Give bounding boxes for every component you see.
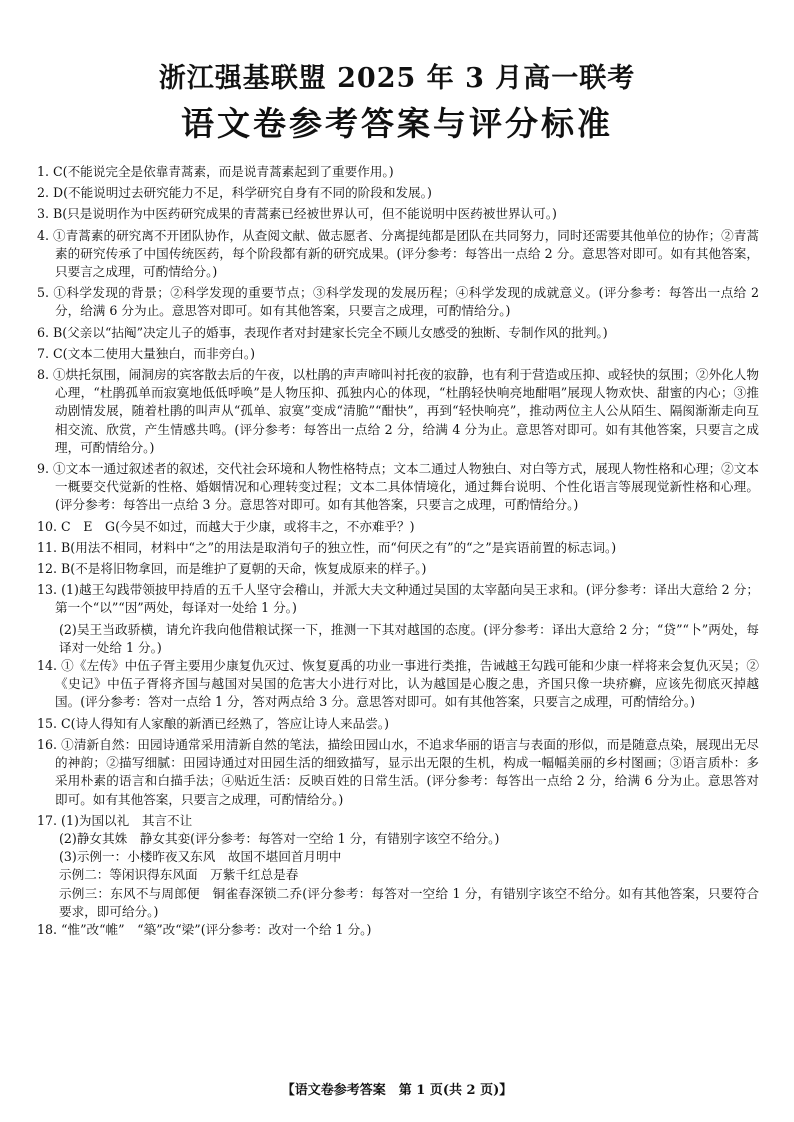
answer-item-18: 18. “惟”改“帷” “築”改“梁”(评分参考：改对一个给 1 分。)	[37, 921, 372, 937]
answer-item-16: 16. ①清新自然：田园诗通常采用清新自然的笔法，描绘田园山水，不追求华丽的语言与表面的形似，而是随意点染，展现出无尽的神韵；②描写细腻：田园诗通过对田园生活的细致描写，显示出无限的生机，构成一幅幅美丽的乡村图画；③语言质朴：多采用朴素的语言和白描手法；④贴近生活：反映百姓的日常生活。(评分参考：每答出一点给 2 分，给满 6 分为止。意思答对即可。如有其他答案，只要言之成理，可酌情给分。)	[37, 736, 759, 807]
answer-item-3: 3. B(只是说明作为中医药研究成果的青蒿素已经被世界认可，但不能说明中医药被世界认可。)	[37, 206, 557, 222]
answer-item-12: 12. B(不是将旧物拿回，而是维护了夏朝的天命，恢复成原来的样子。)	[37, 561, 427, 577]
answer-item-7: 7. C(文本二使用大量独白，而非旁白。)	[37, 345, 256, 361]
exam-title: 浙江强基联盟 2025 年 3 月高一联考	[158, 63, 636, 94]
answer-item-17-part3: (3)示例一：小楼昨夜又东风 故国不堪回首月明中	[59, 849, 342, 865]
answer-list	[37, 163, 759, 942]
answer-item-10: 10. C E G(今吴不如过，而越大于少康，或将丰之，不亦难乎？)	[37, 518, 415, 534]
answer-item-17-example2: 示例二：等闲识得东风面 万紫千红总是春	[59, 867, 299, 883]
document-subtitle: 语文卷参考答案与评分标准	[181, 104, 613, 143]
answer-item-13-part1: 13. (1)越王勾践带领披甲持盾的五千人坚守会稽山，并派大夫文种通过吴国的太宰嚭向吴王求和。(评分参考：译出大意给 2 分；第一个“以”“因”两处，每译对一处给 1 分。)	[37, 582, 759, 616]
answer-item-14: 14. ①《左传》中伍子胥主要用少康复仇灭过、恢复夏禹的功业一事进行类推，告诫越王勾践可能和少康一样将来会复仇灭吴；②《史记》中伍子胥将齐国与越国对吴国的危害大小进行对比，认为越国是心腹之患，齐国只像一块疥癣，应该先彻底灭掉越国。(评分参考：答对一点给 1 分，答对两点给 3 分。意思答对即可。如有其他答案，只要言之成理，可酌情给分。)	[37, 658, 759, 710]
page-footer: 【语文卷参考答案 第 1 页(共 2 页)】	[281, 1083, 513, 1098]
answer-item-17-example3: 示例三：东风不与周郎便 铜雀春深锁二乔(评分参考：每答对一空给 1 分，有错别字该空不给分。如有其他答案，只要符合要求，即可给分。)	[59, 885, 759, 919]
answer-item-17-part2: (2)静女其姝 静女其娈(评分参考：每答对一空给 1 分，有错别字该空不给分。)	[59, 830, 500, 846]
answer-item-5: 5. ①科学发现的背景；②科学发现的重要节点；③科学发现的发展历程；④科学发现的成就意义。(评分参考：每答出一点给 2 分，给满 6 分为止。意思答对即可。如有其他答案，只要言之成理，可酌情给分。)	[37, 285, 759, 319]
answer-item-1: 1. C(不能说完全是依靠青蒿素，而是说青蒿素起到了重要作用。)	[37, 164, 394, 179]
answer-item-2: 2. D(不能说明过去研究能力不足，科学研究自身有不同的阶段和发展。)	[37, 185, 432, 201]
answer-item-8: 8. ①烘托氛围，闹洞房的宾客散去后的午夜，以杜鹃的声声啼叫衬托夜的寂静，也有利于营造或压抑、或轻快的氛围；②外化人物心理，“杜鹃孤单而寂寞地低低呼唤”是人物压抑、孤独内心的体现，“杜鹃轻快响亮地酣唱”展现人物欢快、甜蜜的内心；③推动剧情发展，随着杜鹃的叫声从“孤单、寂寞”变成“清脆”“酣快”，再到“轻快响亮”，推动两位主人公从陌生、隔阂渐渐走向互相交流、欣赏，产生情感共鸣。(评分参考：每答出一点给 2 分，给满 4 分为止。意思答对即可。如有其他答案，只要言之成理，可酌情给分。)	[37, 367, 759, 455]
answer-item-9: 9. ①文本一通过叙述者的叙述，交代社会环境和人物性格特点；文本二通过人物独白、对白等方式，展现人物性格和心理；②文本一概要交代觉新的性格、婚姻情况和心理转变过程；文本二具体情境化，通过舞台说明、个性化语言等展现觉新性格和心理。(评分参考：每答出一点给 3 分。意思答对即可。如有其他答案，只要言之成理，可酌情给分。)	[37, 461, 759, 513]
answer-item-17-part1: 17. (1)为国以礼 其言不让	[37, 812, 193, 828]
answer-item-15: 15. C(诗人得知有人家酿的新酒已经熟了，答应让诗人来品尝。)	[37, 715, 390, 731]
answer-item-6: 6. B(父亲以“拈阄”决定儿子的婚事，表现作者对封建家长完全不顾儿女感受的独断、专制作风的批判。)	[37, 324, 608, 340]
answer-item-4: 4. ①青蒿素的研究离不开团队协作，从查阅文献、做志愿者、分离提纯都是团队在共同努力，同时还需要其他单位的协作；②青蒿素的研究传承了中国传统医药，每个阶段都有新的研究成果。(评分参考：每答出一点给 2 分。意思答对即可。如有其他答案，只要言之成理，可酌情给分。)	[37, 227, 759, 280]
answer-item-11: 11. B(用法不相同，材料中“之”的用法是取消句子的独立性，而“何厌之有”的“之”是宾语前置的标志词。)	[37, 539, 617, 555]
answer-item-13-part2: (2)吴王当政骄横，请允许我向他借粮试探一下，推测一下其对越国的态度。(评分参考：译出大意给 2 分；“贷”“卜”两处，每译对一处给 1 分。)	[59, 621, 759, 655]
